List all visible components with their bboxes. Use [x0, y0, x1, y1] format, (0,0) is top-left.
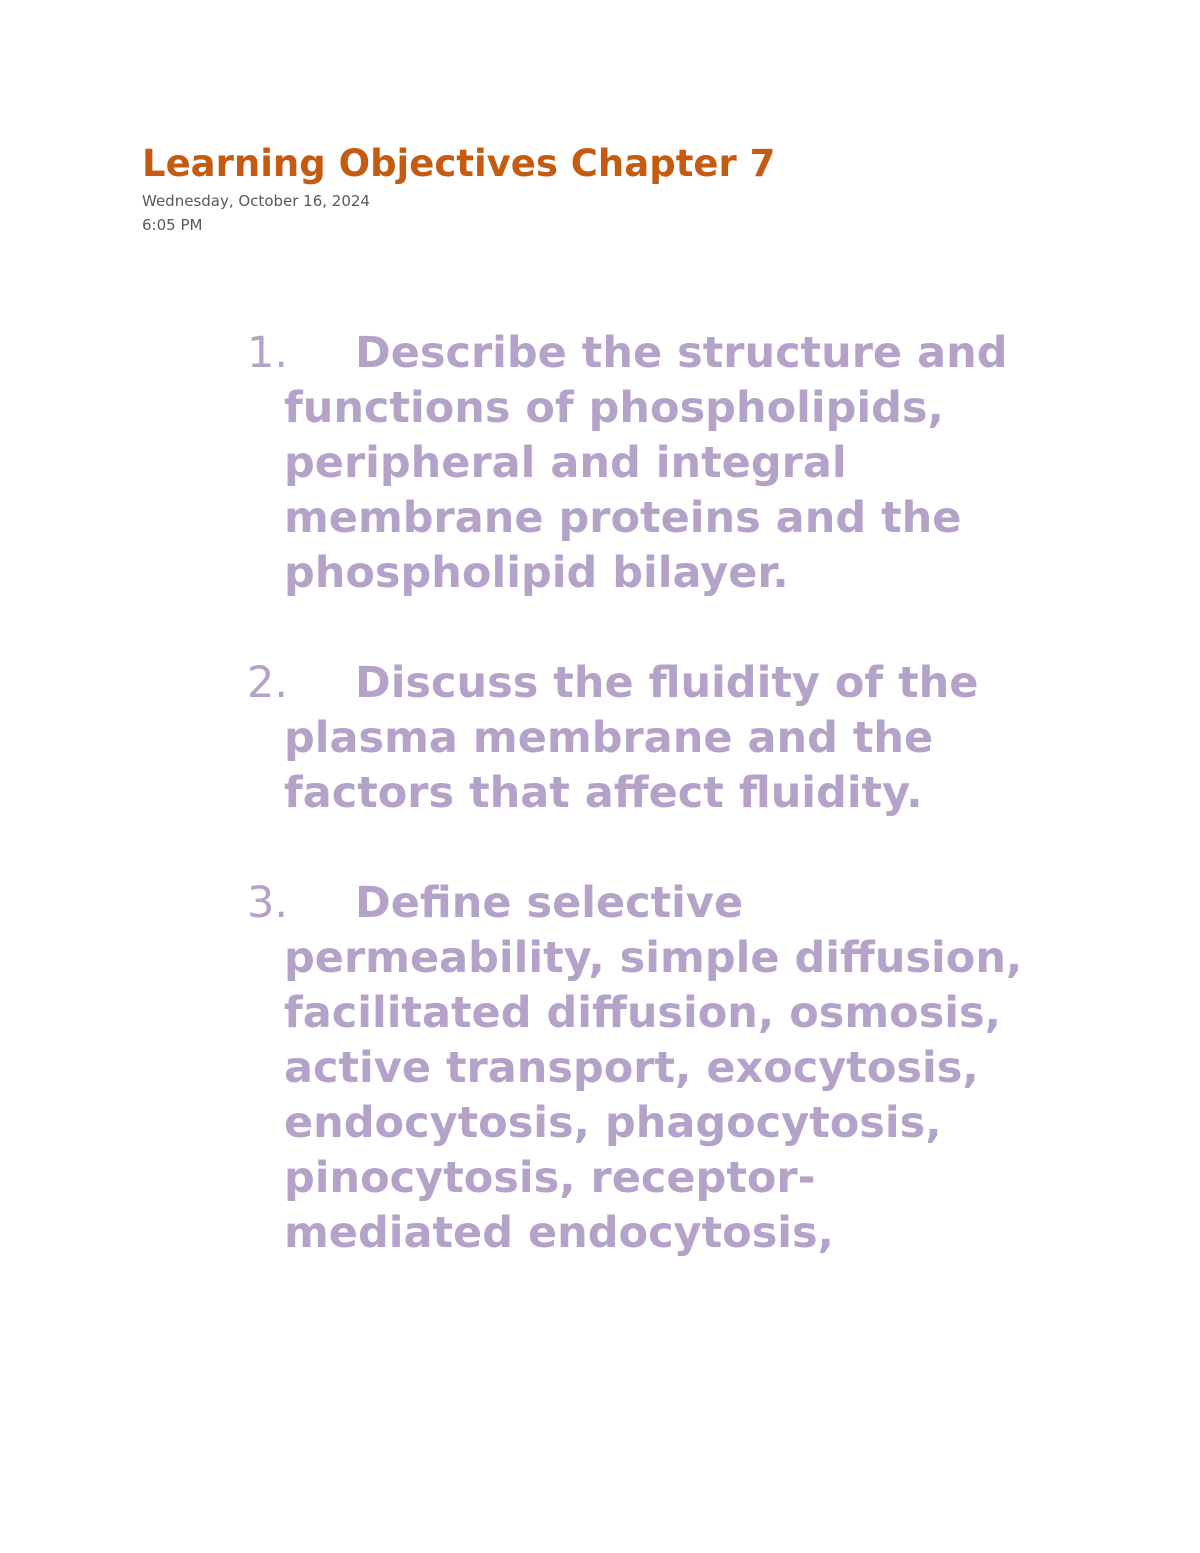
- list-item: [247, 876, 1147, 1261]
- list-item-number: 1.: [247, 328, 289, 378]
- list-item: [247, 656, 1147, 821]
- list-item-text: Define selective permeability, simple diffusion, facilitated diffusion, osmosis, active transport, exocytosis, endocytosis, phagocytosis, pinocytosis, receptor-mediated endocytosis,: [284, 878, 1023, 1258]
- objectives-list: [247, 326, 1147, 1316]
- list-item-number: 3.: [247, 878, 289, 928]
- list-item: [247, 326, 1147, 601]
- note-time: 6:05 PM: [142, 216, 203, 234]
- page-title: Learning Objectives Chapter 7: [142, 142, 776, 185]
- list-item-text: Discuss the fluidity of the plasma membrane and the factors that affect fluidity.: [284, 658, 979, 818]
- list-item-number: 2.: [247, 658, 289, 708]
- note-date: Wednesday, October 16, 2024: [142, 192, 370, 210]
- list-item-text: Describe the structure and functions of phospholipids, peripheral and integral membrane proteins and the phospholipid bilayer.: [284, 328, 1008, 598]
